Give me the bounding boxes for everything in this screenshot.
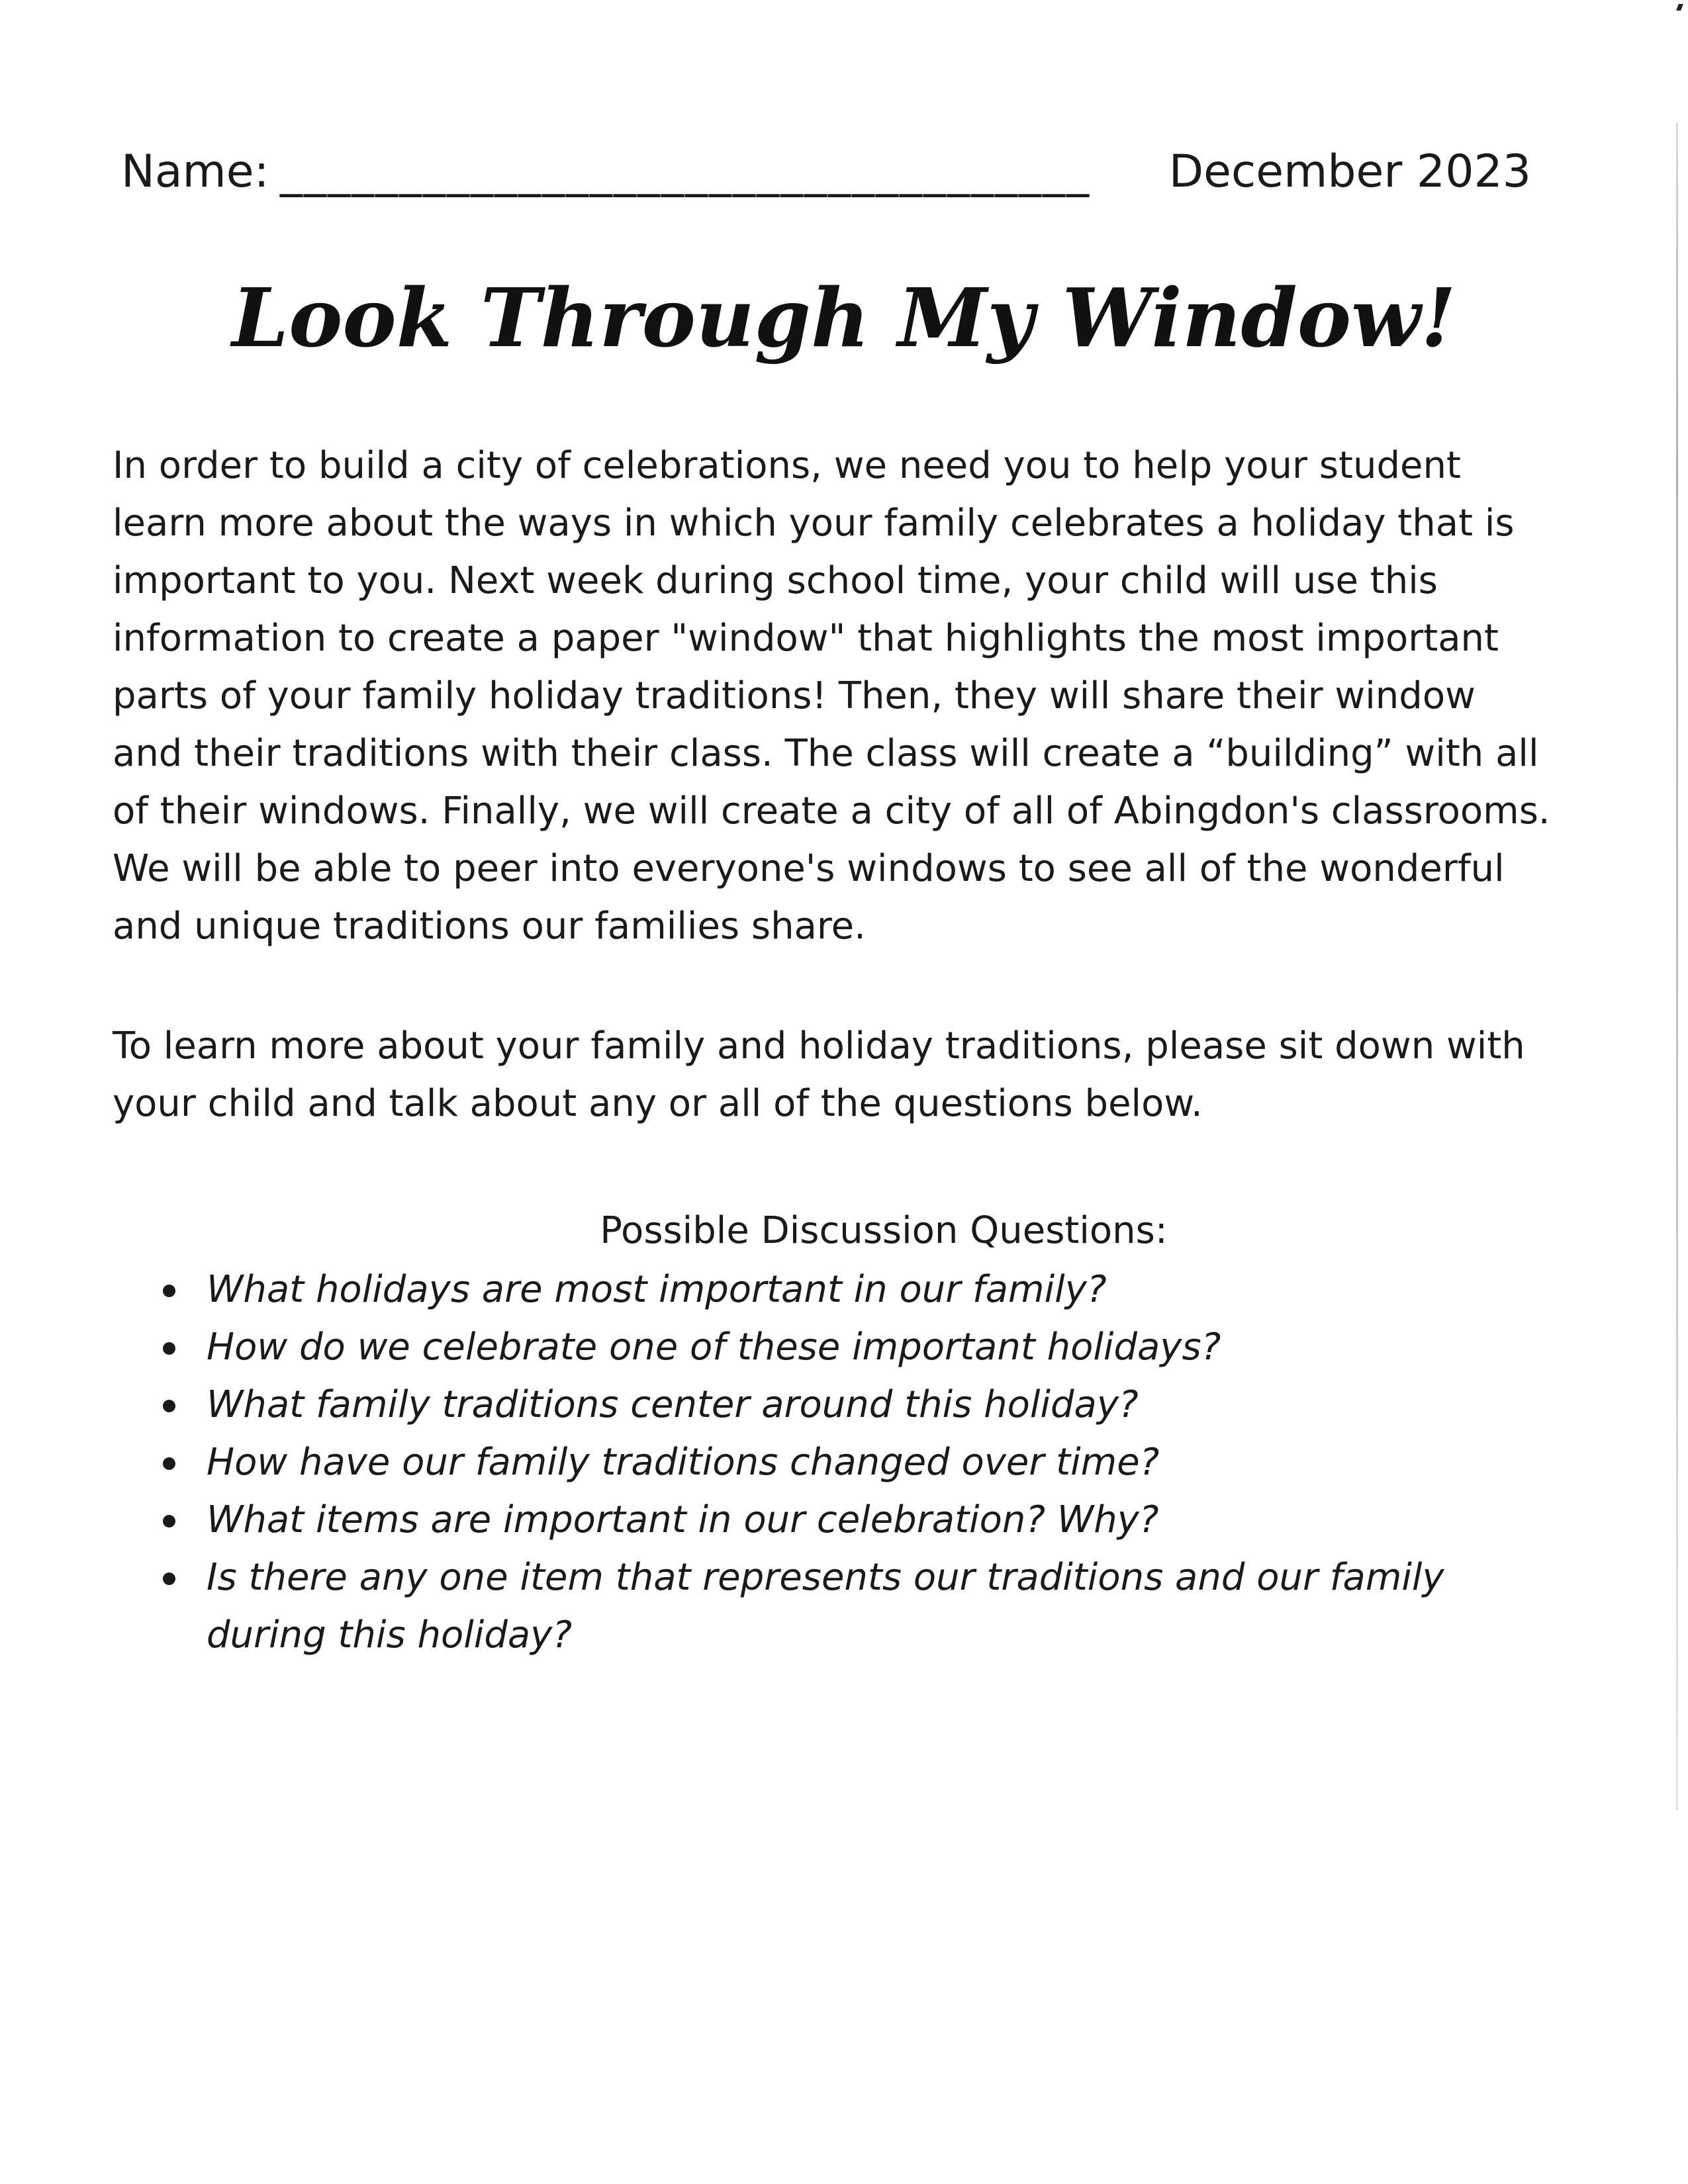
question-text: What family traditions center around this holiday? xyxy=(207,1383,1139,1426)
question-text: What holidays are most important in our family? xyxy=(207,1268,1107,1311)
question-text: Is there any one item that represents our traditions and our family during this holiday? xyxy=(207,1556,1444,1657)
date-label: December 2023 xyxy=(1168,146,1531,198)
page-title: Look Through My Window! xyxy=(232,270,1456,365)
questions-heading: Possible Discussion Questions: xyxy=(600,1209,1168,1252)
bullet-icon xyxy=(163,1285,175,1297)
question-text: What items are important in our celebration? Why? xyxy=(207,1498,1159,1541)
bullet-icon xyxy=(163,1342,175,1355)
list-item xyxy=(152,1318,1529,1376)
question-text: How do we celebrate one of these important holidays? xyxy=(207,1326,1221,1369)
scan-edge-line xyxy=(1676,122,1678,1810)
bullet-icon xyxy=(163,1457,175,1470)
list-item xyxy=(152,1433,1529,1491)
instructions-paragraph: To learn more about your family and holiday traditions, please sit down with your child and talk about any or all of the questions below. xyxy=(113,1024,1525,1125)
bullet-icon xyxy=(163,1400,175,1412)
scan-corner-mark xyxy=(1676,4,1683,11)
bullet-icon xyxy=(163,1515,175,1527)
list-item xyxy=(152,1376,1529,1433)
list-item xyxy=(152,1491,1529,1549)
bullet-icon xyxy=(163,1572,175,1585)
list-item xyxy=(152,1261,1529,1318)
question-text: How have our family traditions changed over time? xyxy=(207,1441,1160,1484)
name-label: Name: xyxy=(121,146,269,198)
name-blank-line: __________________________________ xyxy=(280,146,1090,198)
list-item xyxy=(152,1549,1529,1664)
intro-paragraph: In order to build a city of celebrations, we need you to help your student learn more about the ways in which your family celebrates a holiday that is important to you. Next week during school time, your child will use this information to create a paper "window" that highlights the most important parts of your family holiday traditions! Then, they will share their window and their traditions with their class. The class will create a “building” with all of their windows. Finally, we will create a city of all of Abingdon's classrooms. We will be able to peer into everyone's windows to see all of the wonderful and unique traditions our families share. xyxy=(113,444,1550,948)
questions-list xyxy=(152,1261,1529,1664)
header-row xyxy=(121,142,1531,202)
